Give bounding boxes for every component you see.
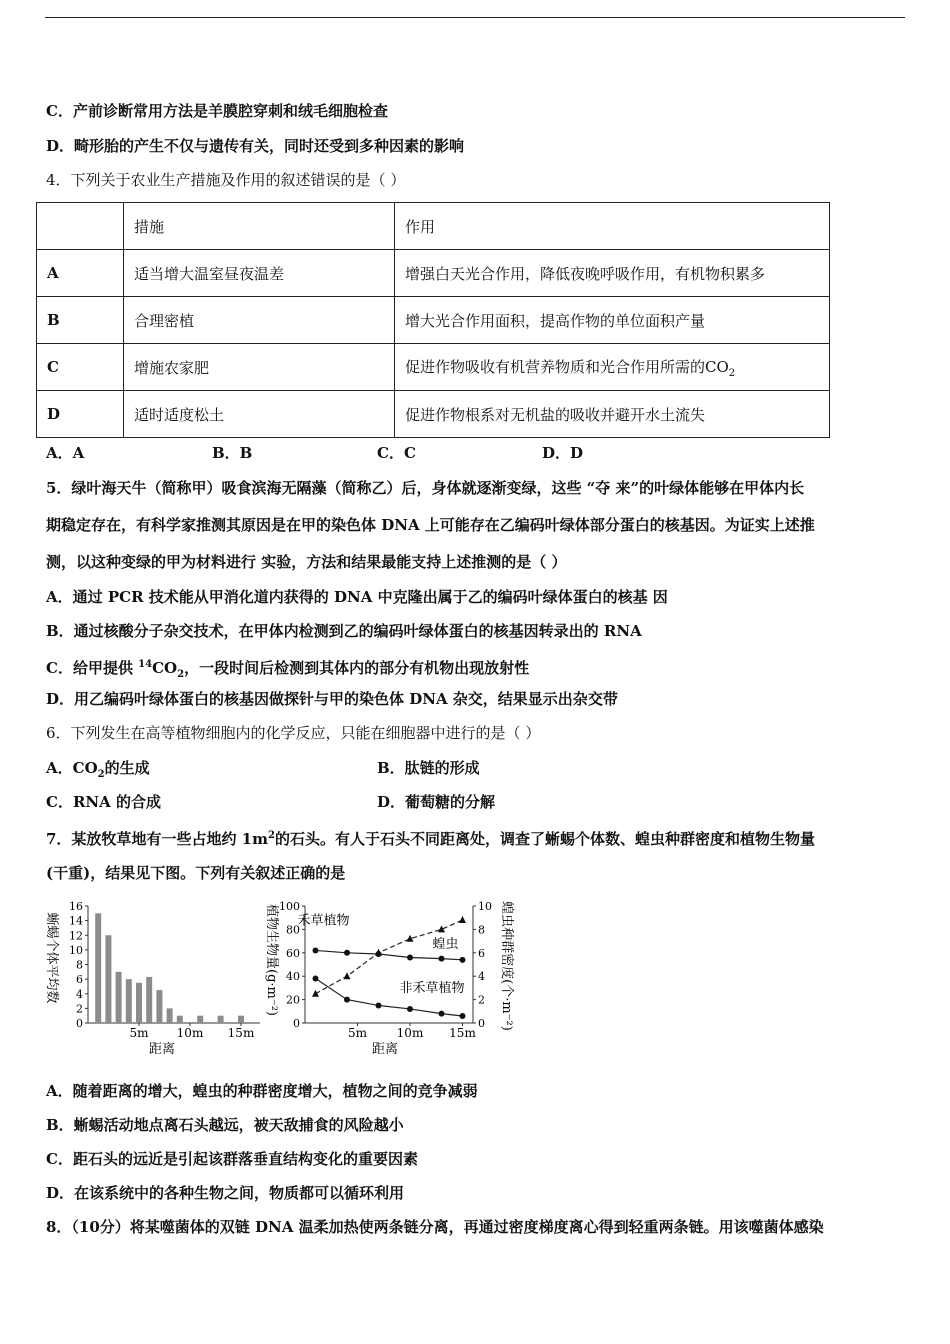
table-cell: D <box>37 391 124 438</box>
data-point <box>344 997 350 1003</box>
table-row <box>37 344 830 391</box>
text: 的生成 <box>104 759 150 777</box>
bar <box>146 977 152 1023</box>
table-cell: 适当增大温室昼夜温差 <box>124 250 395 297</box>
table-row <box>37 391 830 438</box>
text: 7．某放牧草地有一些占地约 1m <box>46 830 268 848</box>
series-label: 禾草植物 <box>297 913 350 929</box>
q7-stem-line2: (干重)，结果见下图。下列有关叙述正确的是 <box>46 864 346 882</box>
y2-tick-label: 10 <box>478 900 492 913</box>
data-point <box>460 957 466 963</box>
plant-grasshopper-chart <box>255 896 525 1066</box>
table-cell: 促进作物根系对无机盐的吸收并避开水土流失 <box>395 391 830 438</box>
superscript: 14 <box>138 659 153 670</box>
bar <box>177 1016 183 1023</box>
q5-option-a: A．通过 PCR 技术能从甲消化道内获得的 DNA 中克隆出属于乙的编码叶绿体蛋白的核基 因 <box>46 588 668 606</box>
line-chart-plot <box>264 900 515 1057</box>
q6-stem: 6．下列发生在高等植物细胞内的化学反应，只能在细胞器中进行的是（ ） <box>46 724 541 742</box>
x-tick-label: 15m <box>449 1026 476 1040</box>
q4-option-b: B．B <box>212 444 253 462</box>
q3-option-c: C．产前诊断常用方法是羊膜腔穿刺和绒毛细胞检查 <box>46 102 388 120</box>
table-cell: 适时适度松土 <box>124 391 395 438</box>
x-tick-label: 5m <box>129 1026 149 1040</box>
y-axis-label: 蜥蜴个体平均数 <box>44 912 59 1004</box>
table-cell: 合理密植 <box>124 297 395 344</box>
y-tick-label: 0 <box>76 1017 83 1030</box>
y-tick-label: 0 <box>293 1017 300 1030</box>
y2-tick-label: 0 <box>478 1017 485 1030</box>
data-point <box>407 954 413 960</box>
q5-stem-line3: 测，以这种变绿的甲为材料进行 实验，方法和结果最能支持上述推测的是（ ） <box>46 553 567 571</box>
q6-option-d: D．葡萄糖的分解 <box>377 793 496 811</box>
q5-option-d: D．用乙编码叶绿体蛋白的核基因做探针与甲的染色体 DNA 杂交，结果显示出杂交带 <box>46 690 618 708</box>
q7-option-a: A．随着距离的增大，蝗虫的种群密度增大，植物之间的竞争减弱 <box>46 1082 478 1100</box>
bar <box>238 1016 244 1023</box>
text: C．给甲提供 <box>46 659 139 677</box>
subscript: 2 <box>177 669 185 680</box>
subscript: 2 <box>97 769 105 780</box>
text: A．CO <box>46 759 98 777</box>
bar <box>156 990 162 1023</box>
table-row <box>37 297 830 344</box>
data-point <box>313 947 319 953</box>
data-point <box>376 1002 382 1008</box>
cell-text: 促进作物吸收有机营养物质和光合作用所需的CO <box>405 357 729 376</box>
table-header-row <box>37 203 830 250</box>
superscript: 2 <box>267 830 275 841</box>
table-cell: A <box>37 250 124 297</box>
y-axis-label: 植物生物量(g·m⁻²) <box>264 904 279 1016</box>
x-tick-label: 10m <box>396 1026 424 1040</box>
data-point <box>460 1013 466 1019</box>
bar <box>105 935 111 1023</box>
q4-option-a: A．A <box>46 444 85 462</box>
bar <box>197 1016 203 1023</box>
data-point <box>344 972 351 979</box>
q5-stem-line2: 期稳定存在，有科学家推测其原因是在甲的染色体 DNA 上可能存在乙编码叶绿体部分蛋白的核基因。为证实上述推 <box>46 516 815 534</box>
y-tick-label: 14 <box>69 914 83 928</box>
data-point <box>313 976 319 982</box>
text: CO <box>152 659 178 677</box>
q3-option-d: D．畸形胎的产生不仅与遗传有关，同时还受到多种因素的影响 <box>46 137 465 155</box>
text: 的石头。有人于石头不同距离处，调查了蜥蜴个体数、蝗虫种群密度和植物生物量 <box>274 830 815 848</box>
data-point <box>407 1006 413 1012</box>
y-tick-label: 12 <box>69 929 83 943</box>
q6-option-a <box>46 758 150 785</box>
data-point <box>459 916 466 923</box>
series-label: 非禾草植物 <box>399 980 465 996</box>
y-tick-label: 40 <box>286 970 300 984</box>
q5-option-b: B．通过核酸分子杂交技术，在甲体内检测到乙的编码叶绿体蛋白的核基因转录出的 RNA <box>46 622 642 640</box>
data-point <box>439 956 445 962</box>
table-cell: B <box>37 297 124 344</box>
q4-option-c: C．C <box>377 444 416 462</box>
table-cell: 措施 <box>124 203 395 250</box>
bar <box>167 1008 173 1023</box>
table-cell <box>37 203 124 250</box>
table-cell: 增强白天光合作用，降低夜晚呼吸作用，有机物积累多 <box>395 250 830 297</box>
data-point <box>312 990 319 997</box>
bar <box>116 972 122 1023</box>
q4-table <box>36 202 830 438</box>
y-tick-label: 6 <box>76 973 83 987</box>
y2-tick-label: 2 <box>478 993 485 1007</box>
y-tick-label: 8 <box>76 958 83 972</box>
q4-option-d: D．D <box>542 444 584 462</box>
data-point <box>344 950 350 956</box>
q6-option-c: C．RNA 的合成 <box>46 793 161 811</box>
x-tick-label: 5m <box>347 1026 368 1040</box>
table-cell: 增施农家肥 <box>124 344 395 391</box>
q7-stem-line1 <box>46 826 815 849</box>
table-row <box>37 250 830 297</box>
table-cell: 作用 <box>395 203 830 250</box>
series-label: 蝗虫 <box>432 937 459 953</box>
bar-chart-plot <box>44 900 260 1057</box>
y-tick-label: 10 <box>69 943 83 957</box>
q7-option-c: C．距石头的远近是引起该群落垂直结构变化的重要因素 <box>46 1150 418 1168</box>
table-cell: 增大光合作用面积，提高作物的单位面积产量 <box>395 297 830 344</box>
y-tick-label: 4 <box>76 987 83 1001</box>
table-cell: C <box>37 344 124 391</box>
y-tick-label: 20 <box>286 993 300 1007</box>
y2-tick-label: 8 <box>478 923 485 937</box>
table-cell <box>395 344 830 391</box>
q5-option-c <box>46 655 529 685</box>
q5-stem-line1: 5．绿叶海天牛（简称甲）吸食滨海无隔藻（简称乙）后，身体就逐渐变绿，这些 “夺 来”的叶绿体能够在甲体内长 <box>46 479 805 497</box>
q7-option-b: B．蜥蜴活动地点离石头越远，被天敌捕食的风险越小 <box>46 1116 404 1134</box>
q7-option-d: D．在该系统中的各种生物之间，物质都可以循环利用 <box>46 1184 405 1202</box>
y-tick-label: 100 <box>279 900 300 913</box>
q6-option-b: B．肽链的形成 <box>377 759 480 777</box>
bar <box>126 979 132 1023</box>
bar <box>95 913 101 1023</box>
y-tick-label: 60 <box>286 946 300 960</box>
x-axis-label: 距离 <box>148 1042 176 1057</box>
y-tick-label: 80 <box>286 923 300 937</box>
y2-axis-label: 蝗虫种群密度(个·m⁻²) <box>499 901 514 1031</box>
y-tick-label: 16 <box>69 900 83 913</box>
x-tick-label: 10m <box>176 1026 204 1040</box>
y2-tick-label: 4 <box>478 970 485 984</box>
bar <box>218 1016 224 1023</box>
y2-tick-label: 6 <box>478 946 485 960</box>
header-rule <box>45 17 905 18</box>
x-axis-label: 距离 <box>371 1042 399 1057</box>
text: ，一段时间后检测到其体内的部分有机物出现放射性 <box>184 659 530 677</box>
q8-stem: 8．（10分）将某噬菌体的双链 DNA 温柔加热使两条链分离，再通过密度梯度离心得到轻重两条链。用该噬菌体感染 <box>46 1218 824 1236</box>
x-tick-label: 15m <box>227 1026 255 1040</box>
bar <box>136 983 142 1023</box>
q4-stem: 4．下列关于农业生产措施及作用的叙述错误的是（ ） <box>46 171 406 189</box>
subscript: 2 <box>728 367 736 379</box>
data-point <box>439 1011 445 1017</box>
lizard-bar-chart <box>40 896 275 1066</box>
y-tick-label: 2 <box>76 1002 83 1016</box>
